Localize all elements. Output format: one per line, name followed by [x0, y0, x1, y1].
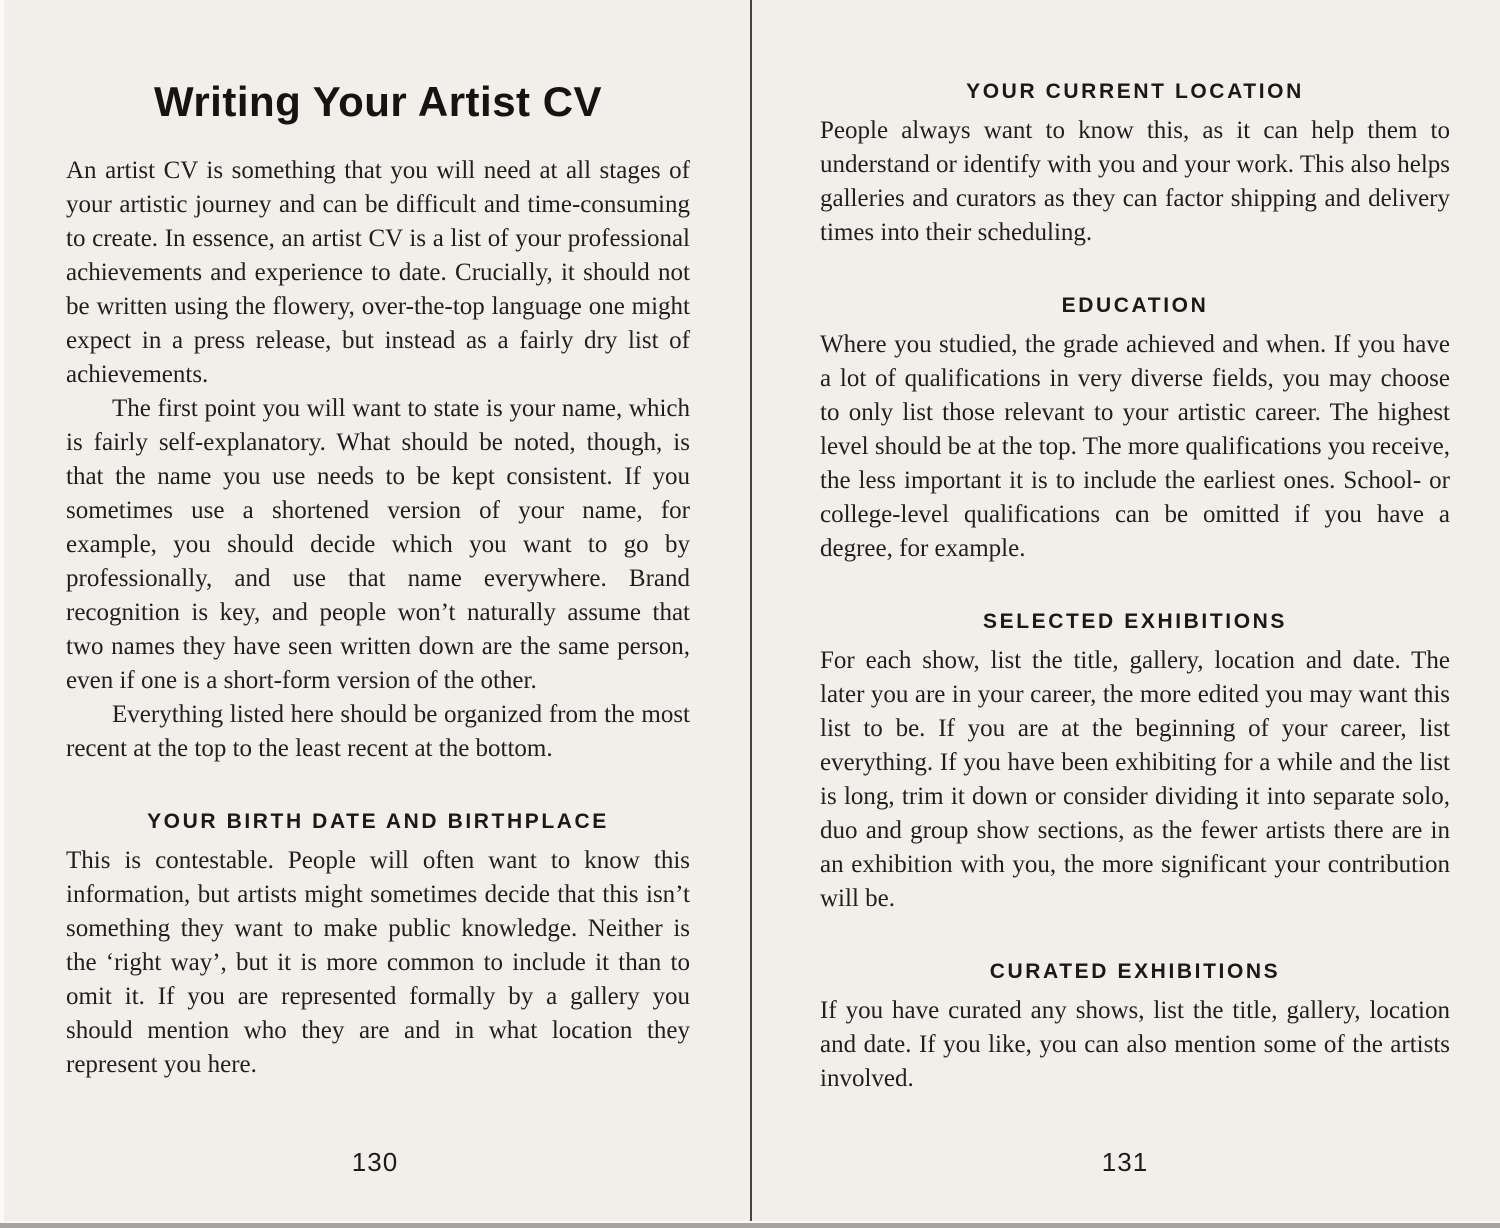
chapter-title: Writing Your Artist CV [153, 78, 603, 125]
intro-paragraph: The first point you will want to state is your name, which is fairly self-explanatory. What should be noted, though, is that the name you use needs to be kept consistent. If you sometimes use a shortened version of your name, for example, you should decide which you want to go by professionally, and use that name everywhere. Brand recognition is key, and people won’t naturally assume that two names they have seen written down are the same person, even if one is a short-form version of the other. [66, 395, 690, 694]
section-body: For each show, list the title, gallery, location and date. The later you are in your career, the more edited you may want this list to be. If you are at the beginning of your career, list everything. If you have been exhibiting for a while and the list is long, trim it down or consider dividing it into separate solo, duo and group show sections, as the fewer artists there are in an exhibition with you, the more significant your contribution will be. [820, 647, 1450, 912]
left-edge-highlight [0, 0, 4, 1228]
section-heading-curated-exhibitions: CURATED EXHIBITIONS [989, 960, 1281, 983]
section-body: People always want to know this, as it can help them to understand or identify with you and your work. This also helps galleries and curators as they can factor shipping and delivery times into their scheduling. [820, 117, 1450, 246]
section-body: Where you studied, the grade achieved and when. If you have a lot of qualifications in very diverse fields, you may choose to only list those relevant to your artistic career. The highest level should be at the top. The more qualifications you receive, the less important it is to include the earliest ones. School- or college-level qualifications can be omitted if you have a degree, for example. [820, 331, 1450, 562]
intro-paragraph: Everything listed here should be organized from the most recent at the top to the least recent at the bottom. [66, 701, 690, 762]
page-number-left: 130 [351, 1147, 399, 1177]
right-page [750, 0, 1500, 1228]
intro-paragraph: An artist CV is something that you will need at all stages of your artistic journey and can be difficult and time-consuming to create. In essence, an artist CV is a list of your professional achievements and experience to date. Crucially, it should not be written using the flowery, over-the-top language one might expect in a press release, but instead as a fairly dry list of achievements. [66, 157, 690, 388]
section-heading-birth-date: YOUR BIRTH DATE AND BIRTHPLACE [147, 810, 609, 833]
section-heading-selected-exhibitions: SELECTED EXHIBITIONS [982, 610, 1288, 633]
section-body: If you have curated any shows, list the title, gallery, location and date. If you like, you can also mention some of the artists involved. [820, 997, 1450, 1092]
section-heading-current-location: YOUR CURRENT LOCATION [966, 80, 1304, 103]
section-body: This is contestable. People will often want to know this information, but artists might sometimes decide that this isn’t something they want to make public knowledge. Neither is the ‘right way’, but it is more common to include it than to omit it. If you are represented formally by a gallery you should mention who they are and in what location they represent you here. [66, 847, 690, 1078]
section-heading-education: EDUCATION [1061, 294, 1209, 317]
page-gutter-divider [750, 0, 752, 1221]
page-number-right: 131 [1101, 1147, 1149, 1177]
bottom-page-edge [0, 1223, 1500, 1228]
